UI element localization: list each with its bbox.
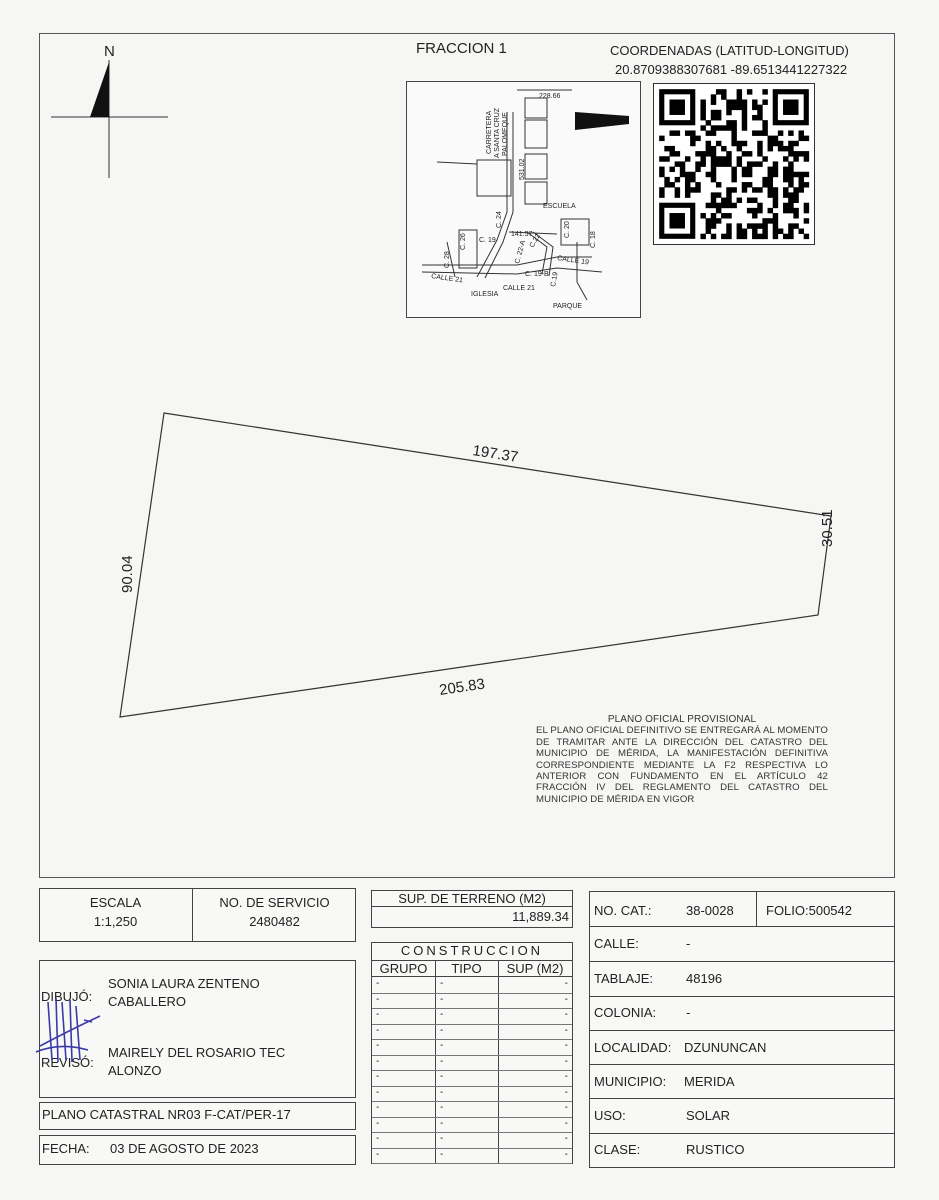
construction-cell: -: [440, 1086, 444, 1098]
parcel-left-dimension: 90.04: [119, 555, 136, 593]
construction-cell: -: [440, 1133, 444, 1144]
construction-cell: -: [564, 1117, 568, 1129]
svg-text:C. 18: C. 18: [590, 231, 597, 248]
class-label: CLASE:: [594, 1142, 641, 1157]
reviewed-by-label: REVISÓ:: [41, 1055, 94, 1070]
page-title: FRACCION 1: [416, 40, 507, 57]
folio: FOLIO:500542: [766, 903, 852, 918]
construction-cell: -: [376, 993, 380, 1005]
svg-text:C. 26: C. 26: [460, 233, 467, 250]
plan-reference: PLANO CATASTRAL NR03 F-CAT/PER-17: [42, 1107, 291, 1122]
construction-cell: -: [564, 993, 568, 1005]
construction-cell: -: [564, 1133, 568, 1144]
construction-cell: -: [440, 1102, 444, 1113]
date-value: 03 DE AGOSTO DE 2023: [110, 1141, 259, 1156]
construction-cell: -: [376, 1071, 380, 1082]
coordinates-value: 20.8709388307681 -89.6513441227322: [615, 62, 848, 77]
construction-header-type: TIPO: [451, 961, 482, 976]
svg-text:C. 22-A: C. 22-A: [514, 239, 528, 265]
construction-cell: -: [440, 1040, 444, 1051]
svg-text:IGLESIA: IGLESIA: [471, 291, 499, 298]
svg-text:C.19: C.19: [550, 271, 560, 288]
construction-cell: -: [376, 1055, 380, 1067]
construction-cell: -: [564, 1024, 568, 1036]
construction-cell: -: [376, 1009, 380, 1020]
construction-cell: -: [376, 1133, 380, 1144]
construction-cell: -: [440, 1024, 444, 1036]
construction-cell: -: [376, 1024, 380, 1036]
construction-cell: -: [376, 1086, 380, 1098]
construction-cell: -: [376, 1040, 380, 1051]
construction-cell: -: [440, 1071, 444, 1082]
cadastral-number-value: 38-0028: [686, 903, 734, 918]
svg-text:C.22: C.22: [528, 232, 543, 249]
parcel-bottom-dimension: 205.83: [438, 675, 486, 699]
construction-cell: -: [564, 1055, 568, 1067]
north-arrow-icon: [48, 40, 178, 185]
map-north-arrow-icon: [575, 112, 629, 130]
construction-cell: -: [440, 1055, 444, 1067]
coordinates-label: COORDENADAS (LATITUD-LONGITUD): [610, 43, 849, 58]
cadastral-number-label: NO. CAT.:: [594, 903, 652, 918]
construction-header-group: GRUPO: [379, 961, 428, 976]
drawn-by-name-line-2: CABALLERO: [108, 994, 187, 1009]
construction-title: CONSTRUCCION: [400, 943, 544, 958]
parcel-drawing: [100, 400, 860, 730]
land-area-label: SUP. DE TERRENO (M2): [398, 891, 546, 906]
tablaje-label: TABLAJE:: [594, 971, 654, 986]
svg-text:531.02: 531.02: [519, 158, 526, 180]
service-value: 2480482: [249, 914, 300, 929]
reviewed-by-name-line-1: MAIRELY DEL ROSARIO TEC: [108, 1045, 286, 1060]
construction-row-divider: [372, 1163, 572, 1164]
svg-text:PALOMEQUE: PALOMEQUE: [502, 112, 509, 156]
svg-text:A SANTA CRUZ: A SANTA CRUZ: [494, 107, 501, 158]
svg-text:PARQUE: PARQUE: [553, 303, 583, 310]
construction-cell: -: [564, 1148, 568, 1160]
use-value: SOLAR: [686, 1108, 731, 1123]
svg-text:C. 20: C. 20: [564, 221, 571, 238]
construction-cell: -: [376, 1117, 380, 1129]
north-label: N: [104, 43, 115, 60]
colonia-value: -: [686, 1005, 691, 1020]
notice-body: EL PLANO OFICIAL DEFINITIVO SE ENTREGARÁ AL MOMENTO DE TRAMITAR ANTE LA DIRECCIÓN DEL CATASTRO DEL MUNICIPIO DE MÉRIDA, LA MANIFESTACIÓN DEFINITIVA CORRESPONDIENTE MEDIANTE LA F2 RESPECTIVA LO ANTERIOR CON FUNDAMENTO EN EL ARTÍCULO 42 FRACCIÓN IV DEL REGLAMENTO DEL CATASTRO DEL MUNICIPIO DE MÉRIDA EN VIGOR: [536, 725, 828, 805]
svg-text:228.66: 228.66: [539, 93, 561, 100]
svg-text:CALLE 21: CALLE 21: [503, 285, 535, 292]
date-label: FECHA:: [42, 1141, 90, 1156]
notice-title: PLANO OFICIAL PROVISIONAL: [607, 714, 757, 725]
construction-cell: -: [564, 1102, 568, 1113]
svg-text:C. 19: C. 19: [479, 237, 496, 244]
svg-text:C. 28: C. 28: [444, 251, 451, 268]
provisional-notice-stamp: [536, 714, 828, 805]
parcel-right-dimension: 30.51: [819, 509, 836, 547]
locality-label: LOCALIDAD:: [594, 1040, 672, 1055]
svg-text:141.57: 141.57: [511, 231, 533, 238]
svg-text:CALLE 21: CALLE 21: [430, 273, 464, 285]
drawn-by-name-line-1: SONIA LAURA ZENTENO: [108, 976, 260, 991]
use-label: USO:: [594, 1108, 626, 1123]
scale-value: 1:1,250: [93, 914, 138, 929]
construction-cell: -: [564, 1071, 568, 1082]
construction-cell: -: [376, 978, 380, 989]
service-label: NO. DE SERVICIO: [219, 895, 330, 910]
handwritten-signature: [30, 990, 110, 1080]
locality-value: DZUNUNCAN: [684, 1040, 767, 1055]
scale-label: ESCALA: [89, 895, 142, 910]
construction-cell: -: [440, 993, 444, 1005]
svg-text:CALLE 19: CALLE 19: [556, 255, 590, 267]
qr-code: [653, 83, 815, 245]
location-map: [406, 81, 641, 318]
tablaje-value: 48196: [686, 971, 723, 986]
class-value: RUSTICO: [686, 1142, 745, 1157]
svg-text:C. 19-B: C. 19-B: [525, 271, 549, 278]
svg-text:C. 24: C. 24: [496, 211, 503, 228]
construction-cell: -: [440, 978, 444, 989]
construction-cell: -: [376, 1102, 380, 1113]
municipality-label: MUNICIPIO:: [594, 1074, 667, 1089]
construction-cell: -: [564, 1086, 568, 1098]
construction-table: [371, 942, 573, 1164]
street-value: -: [686, 936, 691, 951]
municipality-value: MERIDA: [684, 1074, 735, 1089]
land-area-value: 11,889.34: [512, 909, 569, 924]
construction-header-area: SUP (M2): [506, 961, 564, 976]
colonia-label: COLONIA:: [594, 1005, 657, 1020]
location-map-drawing: [407, 82, 640, 317]
construction-cell: -: [376, 1148, 380, 1160]
svg-text:CARRETERA: CARRETERA: [486, 110, 493, 154]
reviewed-by-name-line-2: ALONZO: [108, 1063, 162, 1078]
construction-cell: -: [564, 978, 568, 989]
construction-cell: -: [440, 1117, 444, 1129]
construction-cell: -: [440, 1009, 444, 1020]
construction-cell: -: [440, 1148, 444, 1160]
parcel-top-dimension: 197.37: [471, 442, 520, 466]
construction-cell: -: [564, 1040, 568, 1051]
svg-text:ESCUELA: ESCUELA: [543, 203, 576, 210]
street-label: CALLE:: [594, 936, 639, 951]
drawn-by-label: DIBUJÓ:: [41, 989, 93, 1004]
construction-cell: -: [564, 1009, 568, 1020]
